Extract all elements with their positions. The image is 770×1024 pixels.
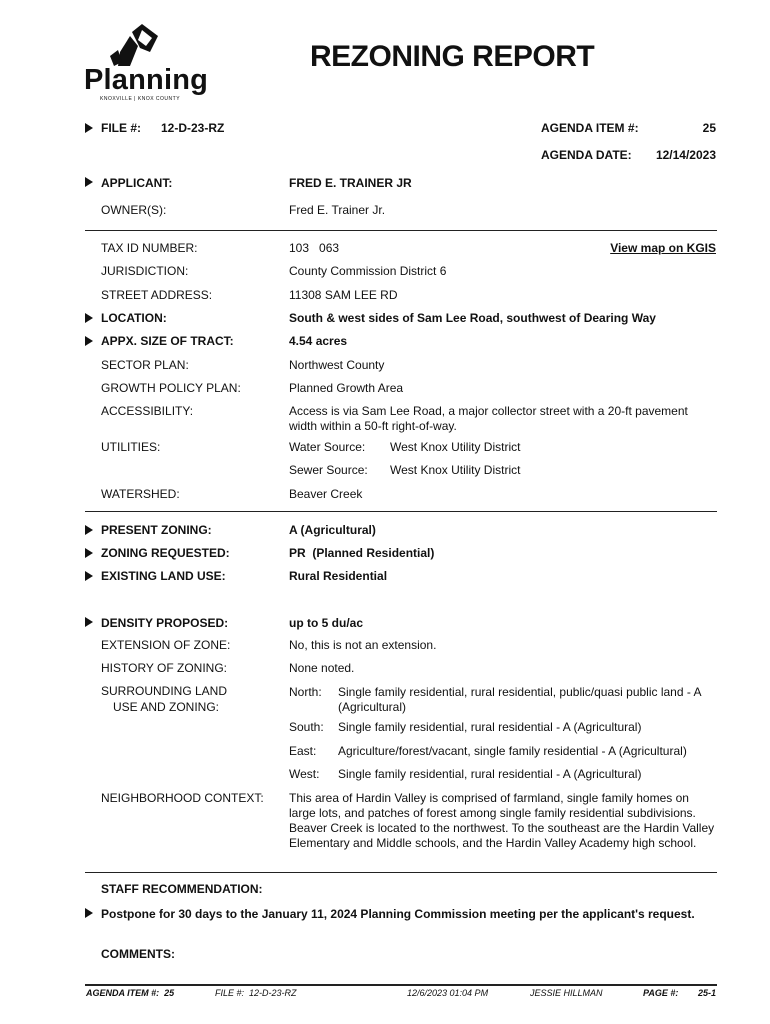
bullet-arrow-icon	[85, 571, 93, 581]
kgis-map-link[interactable]: View map on KGIS	[610, 241, 716, 255]
street-address-label: STREET ADDRESS:	[101, 288, 213, 302]
divider	[85, 230, 717, 231]
jurisdiction-value: County Commission District 6	[289, 264, 447, 278]
agenda-date-label: AGENDA DATE:	[541, 148, 632, 162]
tax-id-label: TAX ID NUMBER:	[101, 241, 198, 255]
footer-author: JESSIE HILLMAN	[530, 988, 603, 998]
bullet-arrow-icon	[85, 548, 93, 558]
north-label: North:	[289, 685, 322, 699]
bullet-arrow-icon	[85, 313, 93, 323]
growth-policy-value: Planned Growth Area	[289, 381, 404, 395]
south-label: South:	[289, 720, 324, 734]
water-source-value: West Knox Utility District	[390, 440, 521, 454]
sector-plan-label: SECTOR PLAN:	[101, 358, 189, 372]
west-label: West:	[289, 767, 320, 781]
bullet-arrow-icon	[85, 123, 93, 133]
file-label: FILE #:	[101, 121, 142, 135]
watershed-value: Beaver Creek	[289, 487, 363, 501]
north-value: Single family residential, rural residential, public/quasi public land - A (Agricultural)	[338, 685, 701, 714]
watershed-label: WATERSHED:	[101, 487, 180, 501]
footer-page-label: PAGE #:	[643, 988, 679, 998]
bullet-arrow-icon	[85, 525, 93, 535]
bullet-arrow-icon	[85, 908, 93, 918]
present-zoning-label: PRESENT ZONING:	[101, 523, 212, 537]
logo-subtitle: KNOXVILLE | KNOX COUNTY	[100, 96, 181, 102]
logo-wordmark: Planning	[84, 64, 209, 96]
accessibility-value: Access is via Sam Lee Road, a major collector street with a 20-ft pavement width within a 50-ft right-of-way.	[289, 404, 688, 433]
jurisdiction-label: JURISDICTION:	[101, 264, 189, 278]
zoning-requested-value: PR (Planned Residential)	[289, 546, 435, 560]
present-zoning-value: A (Agricultural)	[289, 523, 376, 537]
report-title: REZONING REPORT	[310, 40, 595, 73]
owner-value: Fred E. Trainer Jr.	[289, 203, 386, 217]
agenda-item-value: 25	[702, 121, 716, 135]
planning-logo-mark	[108, 22, 168, 66]
surrounding-label-line1: SURROUNDING LAND	[101, 684, 228, 698]
bullet-arrow-icon	[85, 617, 93, 627]
density-value: up to 5 du/ac	[289, 616, 364, 630]
footer-agenda-item: AGENDA ITEM #: 25	[86, 988, 175, 998]
density-label: DENSITY PROPOSED:	[101, 616, 229, 630]
bullet-arrow-icon	[85, 177, 93, 187]
tax-id-value: 103 063	[289, 241, 340, 255]
sewer-source-value: West Knox Utility District	[390, 463, 521, 477]
applicant-value: FRED E. TRAINER JR	[289, 176, 412, 190]
surrounding-label-line2: USE AND ZONING:	[113, 700, 220, 714]
bullet-arrow-icon	[85, 336, 93, 346]
accessibility-label: ACCESSIBILITY:	[101, 404, 194, 418]
south-value: Single family residential, rural residential - A (Agricultural)	[338, 720, 642, 734]
footer-datetime: 12/6/2023 01:04 PM	[407, 988, 489, 998]
agenda-date-value: 12/14/2023	[655, 148, 716, 162]
tract-size-label: APPX. SIZE OF TRACT:	[101, 334, 234, 348]
footer-page-value: 25-1	[697, 988, 716, 998]
staff-recommendation-label: STAFF RECOMMENDATION:	[101, 882, 263, 896]
sewer-source-label: Sewer Source:	[289, 463, 368, 477]
growth-policy-label: GROWTH POLICY PLAN:	[101, 381, 241, 395]
history-label: HISTORY OF ZONING:	[101, 661, 228, 675]
location-label: LOCATION:	[101, 311, 167, 325]
location-value: South & west sides of Sam Lee Road, southwest of Dearing Way	[289, 311, 656, 325]
applicant-label: APPLICANT:	[101, 176, 173, 190]
footer-file-number: FILE #: 12-D-23-RZ	[215, 988, 297, 998]
agenda-item-label: AGENDA ITEM #:	[541, 121, 639, 135]
staff-recommendation-value: Postpone for 30 days to the January 11, 2024 Planning Commission meeting per the applicant's request.	[101, 907, 695, 921]
owner-label: OWNER(S):	[101, 203, 167, 217]
history-value: None noted.	[289, 661, 355, 675]
utilities-label: UTILITIES:	[101, 440, 161, 454]
divider	[85, 872, 717, 873]
existing-land-use-value: Rural Residential	[289, 569, 388, 583]
water-source-label: Water Source:	[289, 440, 366, 454]
west-value: Single family residential, rural residential - A (Agricultural)	[338, 767, 642, 781]
divider	[85, 511, 717, 512]
file-number: 12-D-23-RZ	[161, 121, 225, 135]
zoning-requested-label: ZONING REQUESTED:	[101, 546, 230, 560]
existing-land-use-label: EXISTING LAND USE:	[101, 569, 226, 583]
footer-divider	[85, 984, 717, 986]
sector-plan-value: Northwest County	[289, 358, 385, 372]
east-value: Agriculture/forest/vacant, single family residential - A (Agricultural)	[338, 744, 687, 758]
street-address-value: 11308 SAM LEE RD	[289, 288, 398, 302]
tract-size-value: 4.54 acres	[289, 334, 348, 348]
neighborhood-context-value: This area of Hardin Valley is comprised of farmland, single family homes on large lots, and patches of forest among single family residential subdivisions. Beaver Creek is located to the northwest. To the southeast are the Hardin Valley Elementary and Middle schools, and the Hardin Valley Academy high school.	[289, 791, 715, 850]
east-label: East:	[289, 744, 317, 758]
neighborhood-context-label: NEIGHBORHOOD CONTEXT:	[101, 791, 264, 805]
comments-label: COMMENTS:	[101, 947, 175, 961]
extension-value: No, this is not an extension.	[289, 638, 437, 652]
extension-label: EXTENSION OF ZONE:	[101, 638, 231, 652]
